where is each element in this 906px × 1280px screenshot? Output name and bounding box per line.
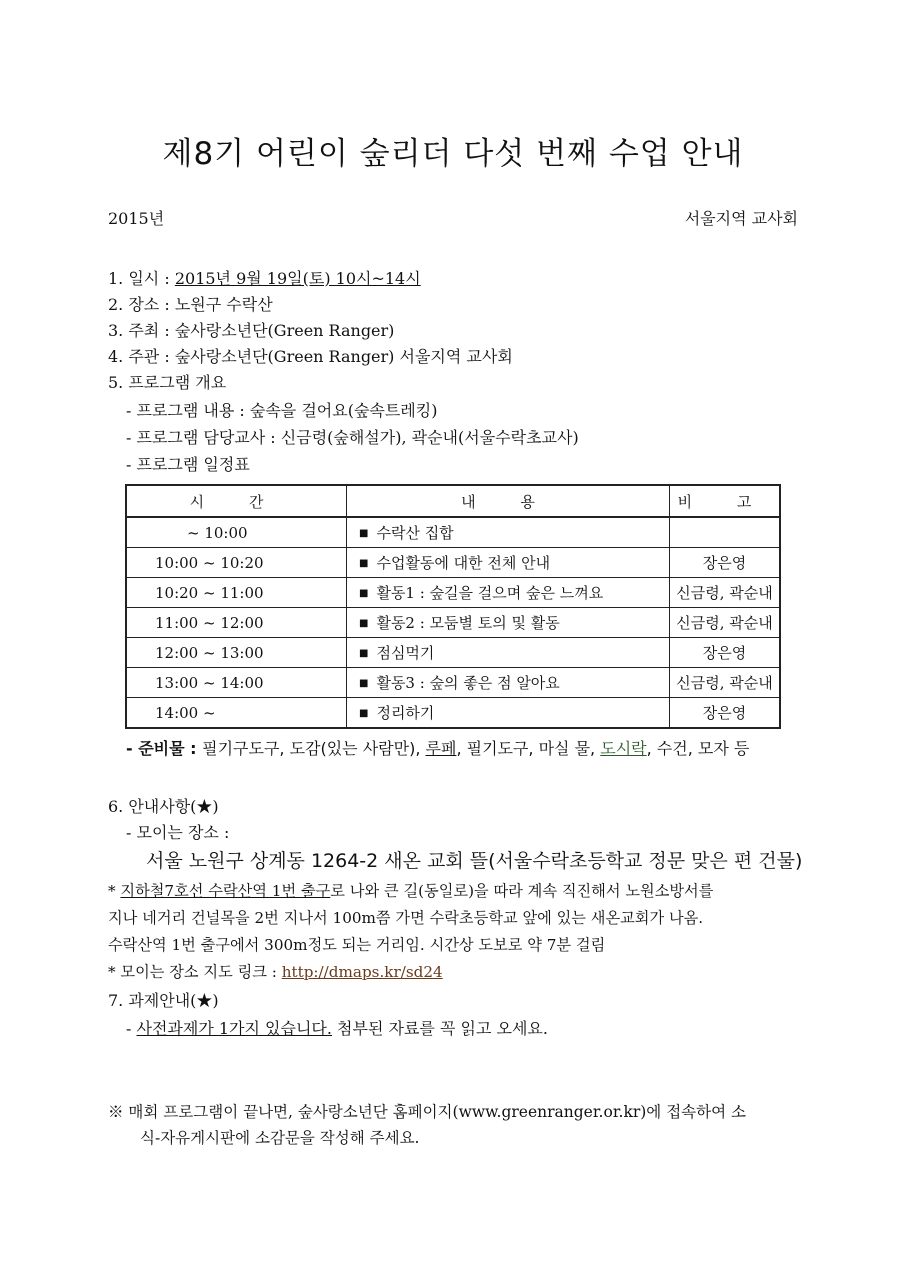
page-title: 제8기 어린이 숲리더 다섯 번째 수업 안내 xyxy=(162,136,744,172)
header-note: 비 고 xyxy=(670,485,781,517)
preparation-line xyxy=(126,736,749,759)
square-bullet-icon: ■ xyxy=(359,648,369,659)
cell-content-text: 점심먹기 xyxy=(376,644,435,662)
header-time: 시 간 xyxy=(126,485,347,517)
meeting-place-label: - 모이는 장소 : xyxy=(126,823,230,842)
directions-line-3: 수락산역 1번 출구에서 300m정도 되는 거리임. 시간상 도보로 약 7분 걸림 xyxy=(108,936,606,954)
cell-content xyxy=(347,548,670,578)
map-link-label: * 모이는 장소 지도 링크 : xyxy=(108,963,282,981)
square-bullet-icon: ■ xyxy=(359,588,369,599)
table-row xyxy=(126,638,780,668)
cell-content xyxy=(347,578,670,608)
cell-time: ~ 10:00 xyxy=(126,517,347,548)
cell-content xyxy=(347,608,670,638)
cell-time: 14:00 ~ xyxy=(126,698,347,729)
square-bullet-icon: ■ xyxy=(359,558,369,569)
cell-note: 장은영 xyxy=(670,548,781,578)
directions-star: * xyxy=(108,882,121,900)
cell-note: 신금령, 곽순내 xyxy=(670,578,781,608)
cell-time: 13:00 ~ 14:00 xyxy=(126,668,347,698)
table-row xyxy=(126,548,780,578)
preparation-part3: , 수건, 모자 등 xyxy=(646,739,750,758)
directions-line-1 xyxy=(108,880,713,901)
preparation-lunchbox: 도시락 xyxy=(600,739,647,758)
item-host: 3. 주최 : 숲사랑소년단(Green Ranger) xyxy=(108,321,395,340)
square-bullet-icon: ■ xyxy=(359,708,369,719)
cell-time: 12:00 ~ 13:00 xyxy=(126,638,347,668)
cell-time: 10:20 ~ 11:00 xyxy=(126,578,347,608)
map-link-line xyxy=(108,961,443,982)
preparation-part1: 필기구도구, 도감(있는 사람만), xyxy=(202,739,426,758)
cell-time: 10:00 ~ 10:20 xyxy=(126,548,347,578)
cell-content xyxy=(347,668,670,698)
item-manager: 4. 주관 : 숲사랑소년단(Green Ranger) 서울지역 교사회 xyxy=(108,347,513,366)
cell-note: 신금령, 곽순내 xyxy=(670,668,781,698)
item-program: 5. 프로그램 개요 xyxy=(108,373,227,392)
cell-content-text: 수락산 집합 xyxy=(376,524,454,542)
cell-content-text: 활동1 : 숲길을 걸으며 숲은 느껴요 xyxy=(376,584,604,602)
item-date-value: 2015년 9월 19일(토) 10시~14시 xyxy=(174,269,421,288)
program-content: - 프로그램 내용 : 숲속을 걸어요(숲속트레킹) xyxy=(126,401,438,420)
cell-note: 신금령, 곽순내 xyxy=(670,608,781,638)
table-header-row xyxy=(126,485,780,517)
square-bullet-icon: ■ xyxy=(359,678,369,689)
program-teachers: - 프로그램 담당교사 : 신금령(숲해설가), 곽순내(서울수락초교사) xyxy=(126,428,579,447)
directions-rest: 로 나와 큰 길(동일로)을 따라 계속 직진해서 노원소방서를 xyxy=(330,882,714,900)
homework-heading: 7. 과제안내(★) xyxy=(108,991,219,1010)
directions-line-2: 지나 네거리 건널목을 2번 지나서 100m쯤 가면 수락초등학교 앞에 있는 새온교회가 나옴. xyxy=(108,909,704,927)
item-place: 2. 장소 : 노원구 수락산 xyxy=(108,295,273,314)
organizer-label: 서울지역 교사회 xyxy=(684,209,798,228)
cell-content-text: 활동3 : 숲의 좋은 점 알아요 xyxy=(376,674,560,692)
schedule-table xyxy=(125,484,781,729)
cell-content-text: 정리하기 xyxy=(376,704,435,722)
map-link[interactable]: http://dmaps.kr/sd24 xyxy=(281,963,443,981)
program-schedule: - 프로그램 일정표 xyxy=(126,455,250,474)
table-row xyxy=(126,578,780,608)
cell-content-text: 수업활동에 대한 전체 안내 xyxy=(376,554,551,572)
cell-content xyxy=(347,638,670,668)
meeting-address: 서울 노원구 상계동 1264-2 새온 교회 뜰(서울수락초등학교 정문 맞은 편 건물) xyxy=(146,850,803,872)
homework-underlined: 사전과제가 1가지 있습니다. xyxy=(136,1019,332,1038)
item-date-prefix: 1. 일시 : xyxy=(108,269,175,288)
cell-note: 장은영 xyxy=(670,698,781,729)
table-row xyxy=(126,698,780,729)
preparation-label: - 준비물 : xyxy=(126,739,203,758)
cell-content xyxy=(347,517,670,548)
cell-time: 11:00 ~ 12:00 xyxy=(126,608,347,638)
cell-content-text: 활동2 : 모둠별 토의 및 활동 xyxy=(376,614,560,632)
preparation-part2: , 필기도구, 마실 물, xyxy=(456,739,601,758)
homework-rest: 첨부된 자료를 꼭 읽고 오세요. xyxy=(331,1019,548,1038)
homework-prefix: - xyxy=(126,1019,137,1038)
item-date xyxy=(108,266,421,289)
cell-content xyxy=(347,698,670,729)
header-content: 내 용 xyxy=(347,485,670,517)
table-row xyxy=(126,668,780,698)
preparation-loupe: 루페 xyxy=(425,739,457,758)
cell-note xyxy=(670,517,781,548)
table-row xyxy=(126,517,780,548)
year-label: 2015년 xyxy=(108,209,165,228)
footer-note-line-2: 식-자유게시판에 소감문을 작성해 주세요. xyxy=(140,1129,420,1147)
cell-note: 장은영 xyxy=(670,638,781,668)
footer-note-line-1: ※ 매회 프로그램이 끝나면, 숲사랑소년단 홈페이지(www.greenranger.or.kr)에 접속하여 소 xyxy=(108,1103,746,1121)
square-bullet-icon: ■ xyxy=(359,618,369,629)
homework-line xyxy=(126,1016,548,1039)
directions-exit: 지하철7호선 수락산역 1번 출구 xyxy=(120,882,331,900)
notice-heading: 6. 안내사항(★) xyxy=(108,797,219,816)
square-bullet-icon: ■ xyxy=(359,528,369,539)
table-row xyxy=(126,608,780,638)
